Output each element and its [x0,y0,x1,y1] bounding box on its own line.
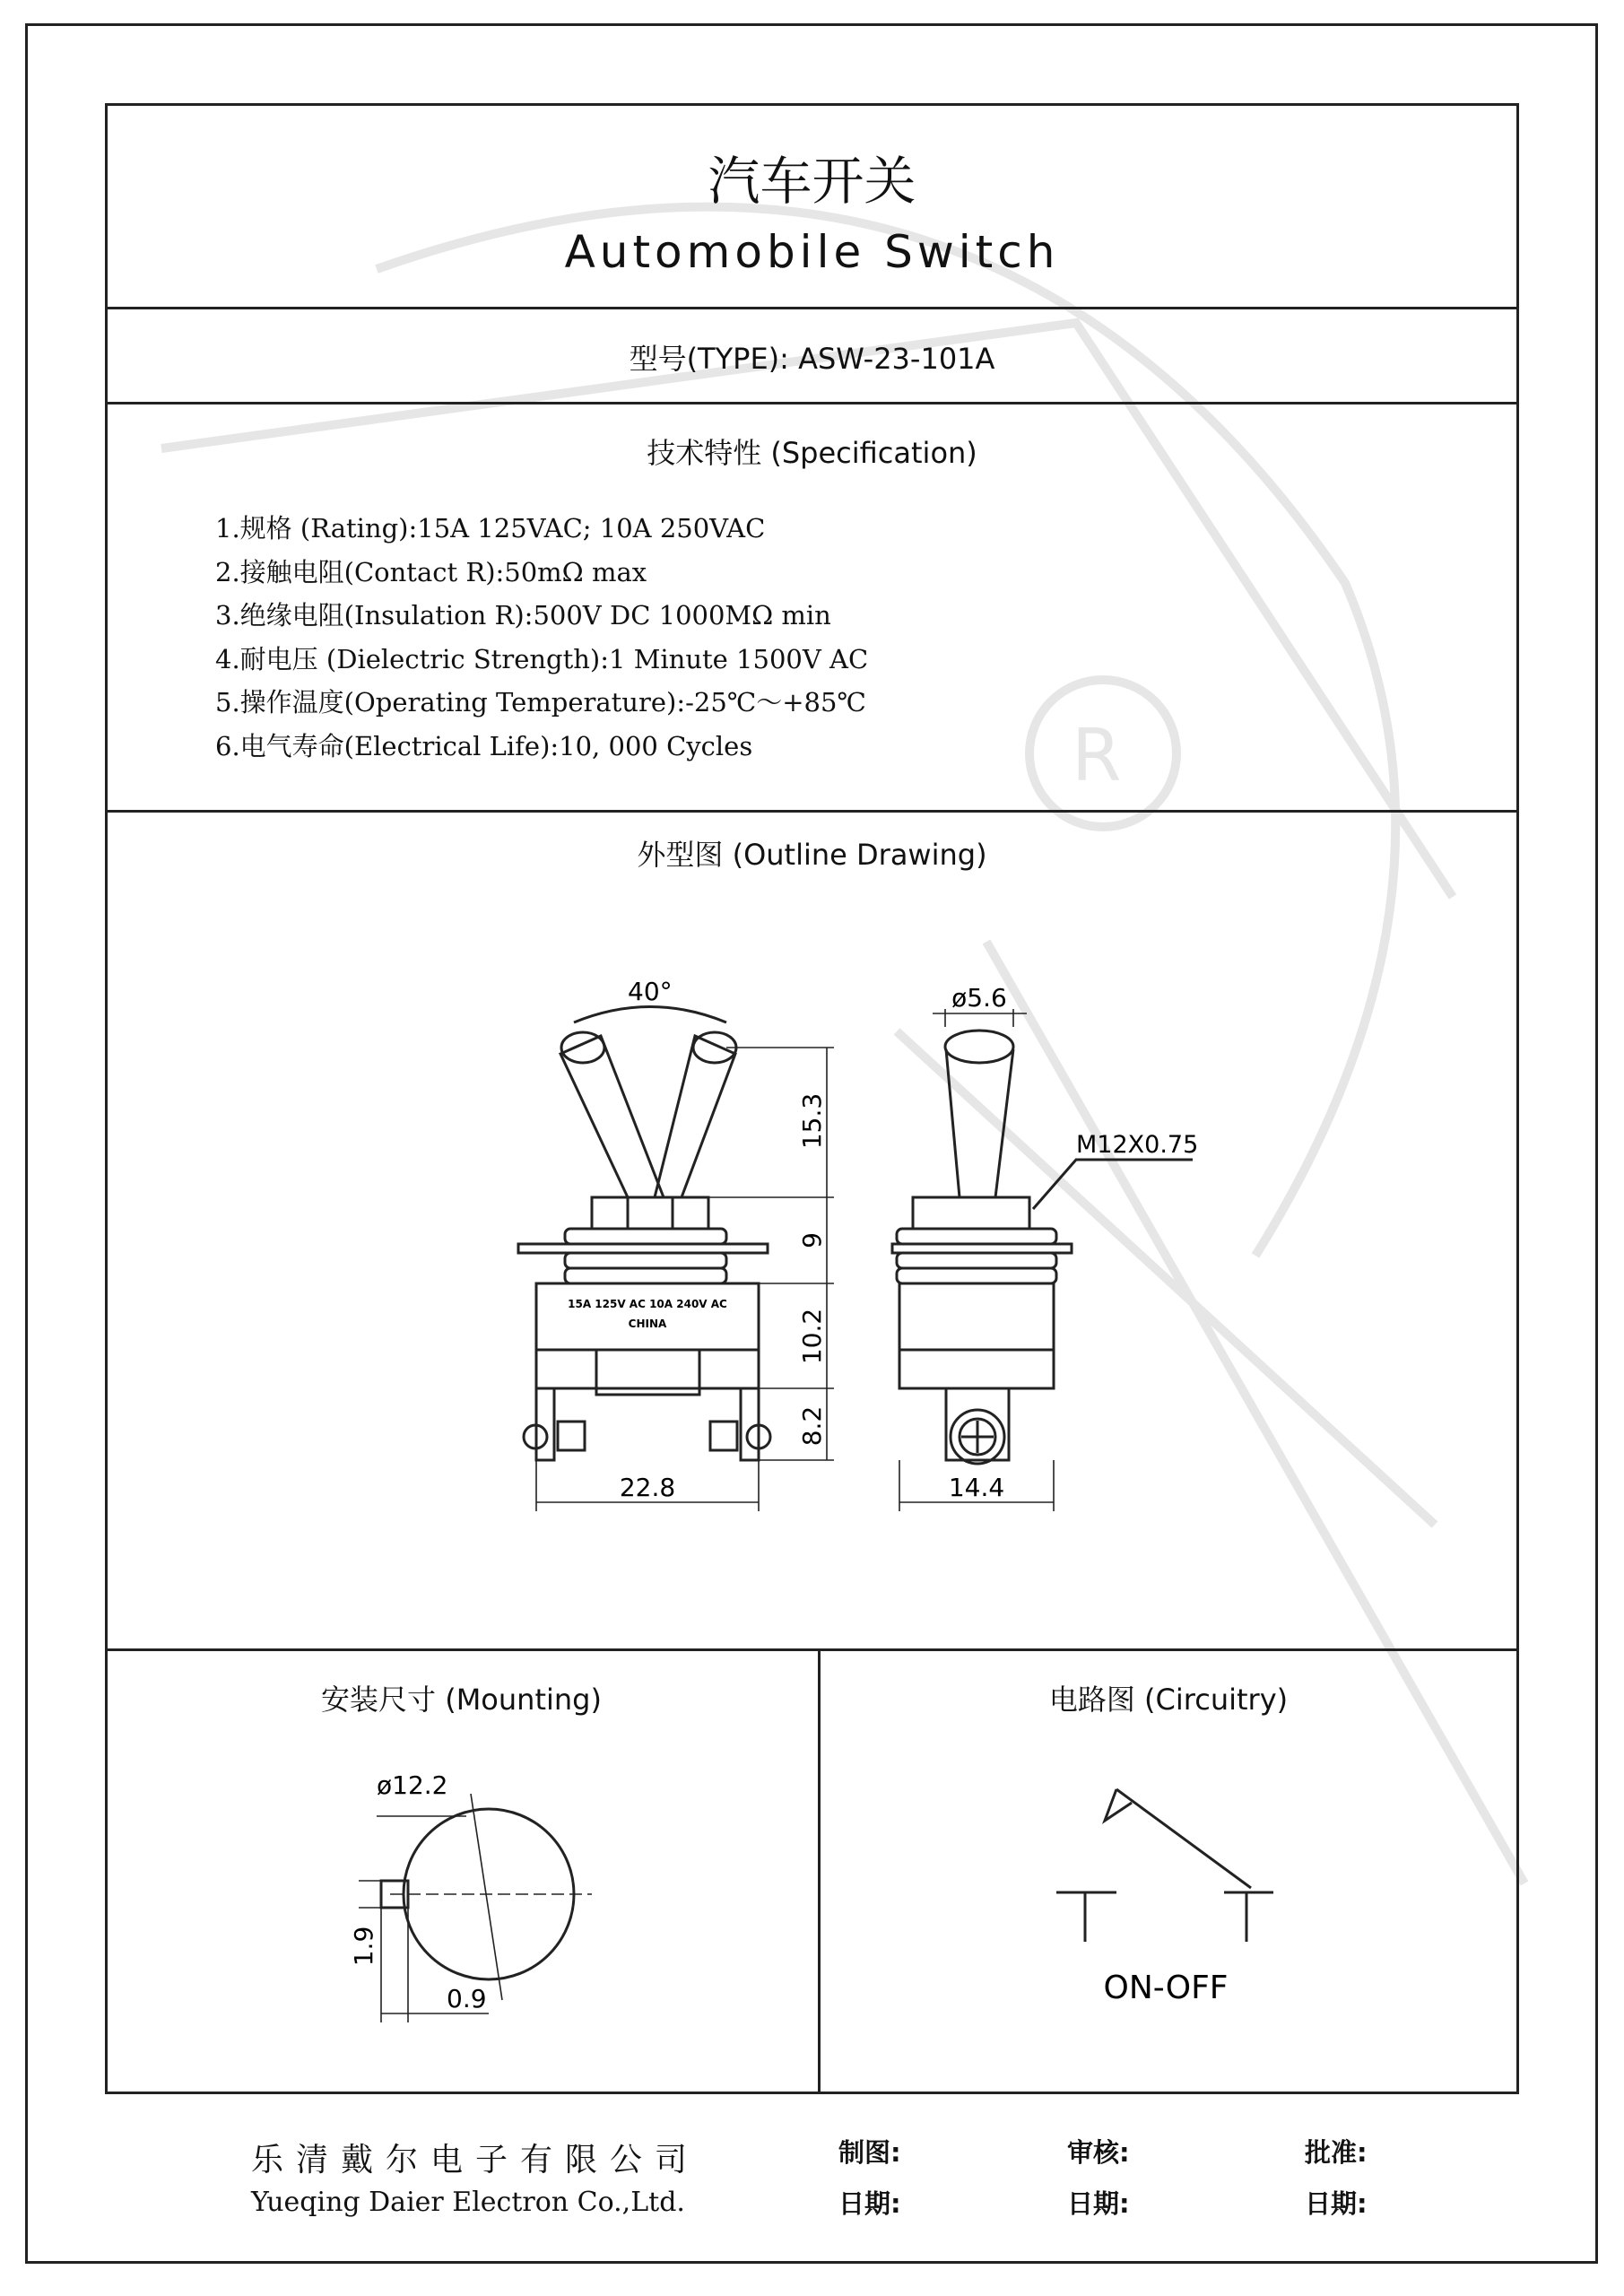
switch-blade [1116,1789,1251,1888]
dim-terminal-height: 8.2 [797,1405,827,1447]
body-country-text: CHINA [628,1318,667,1330]
reviewed-by-label: 审核: [1067,2137,1130,2168]
title-english: Automobile Switch [564,226,1060,278]
thread-label: M12X0.75 [1076,1131,1199,1159]
mount-key-depth: 0.9 [447,1984,487,2013]
mount-diameter: ø12.2 [377,1770,448,1800]
type-model: 型号(TYPE): ASW-23-101A [629,342,995,376]
angle-label: 40° [628,977,673,1006]
dim-side-width: 14.4 [948,1473,1005,1502]
outline-heading: 外型图 (Outline Drawing) [637,838,987,872]
spec-item-rating: 1.规格 (Rating):15A 125VAC; 10A 250VAC [215,513,766,544]
spec-item-insulation-resistance: 3.绝缘电阻(Insulation R):500V DC 1000MΩ min [215,600,831,631]
spec-item-contact-resistance: 2.接触电阻(Contact R):50mΩ max [215,556,647,587]
mount-key-width: 1.9 [349,1926,378,1967]
approved-date-label: 日期: [1305,2188,1368,2219]
title-chinese: 汽车开关 [708,151,916,212]
spec-item-operating-temperature: 5.操作温度(Operating Temperature):-25℃～+85℃ [215,687,866,718]
spec-item-dielectric-strength: 4.耐电压 (Dielectric Strength):1 Minute 1500V AC [215,643,869,674]
dim-body-width: 22.8 [619,1473,676,1502]
company-name-cn: 乐清戴尔电子有限公司 [251,2142,700,2179]
circuit-label: ON-OFF [1103,1970,1229,2006]
company-name-en: Yueqing Daier Electron Co.,Ltd. [251,2187,685,2218]
spec-item-electrical-life: 6.电气寿命(Electrical Life):10, 000 Cycles [215,730,753,761]
dim-lever-diameter: ø5.6 [951,983,1007,1013]
drawn-by-label: 制图: [838,2137,901,2168]
mounting-heading: 安装尺寸 (Mounting) [321,1683,602,1717]
body-rating-text: 15A 125V AC 10A 240V AC [568,1298,727,1310]
dim-lever-height: 15.3 [797,1092,827,1150]
approved-by-label: 批准: [1305,2137,1368,2168]
reviewed-date-label: 日期: [1067,2188,1130,2219]
watermark-r-mark: R [1072,714,1122,797]
spec-heading: 技术特性 (Specification) [647,436,977,470]
dim-bushing: 9 [797,1232,827,1248]
dim-body-height: 10.2 [797,1308,827,1365]
drawn-date-label: 日期: [838,2188,901,2219]
circuitry-heading: 电路图 (Circuitry) [1048,1683,1289,1717]
